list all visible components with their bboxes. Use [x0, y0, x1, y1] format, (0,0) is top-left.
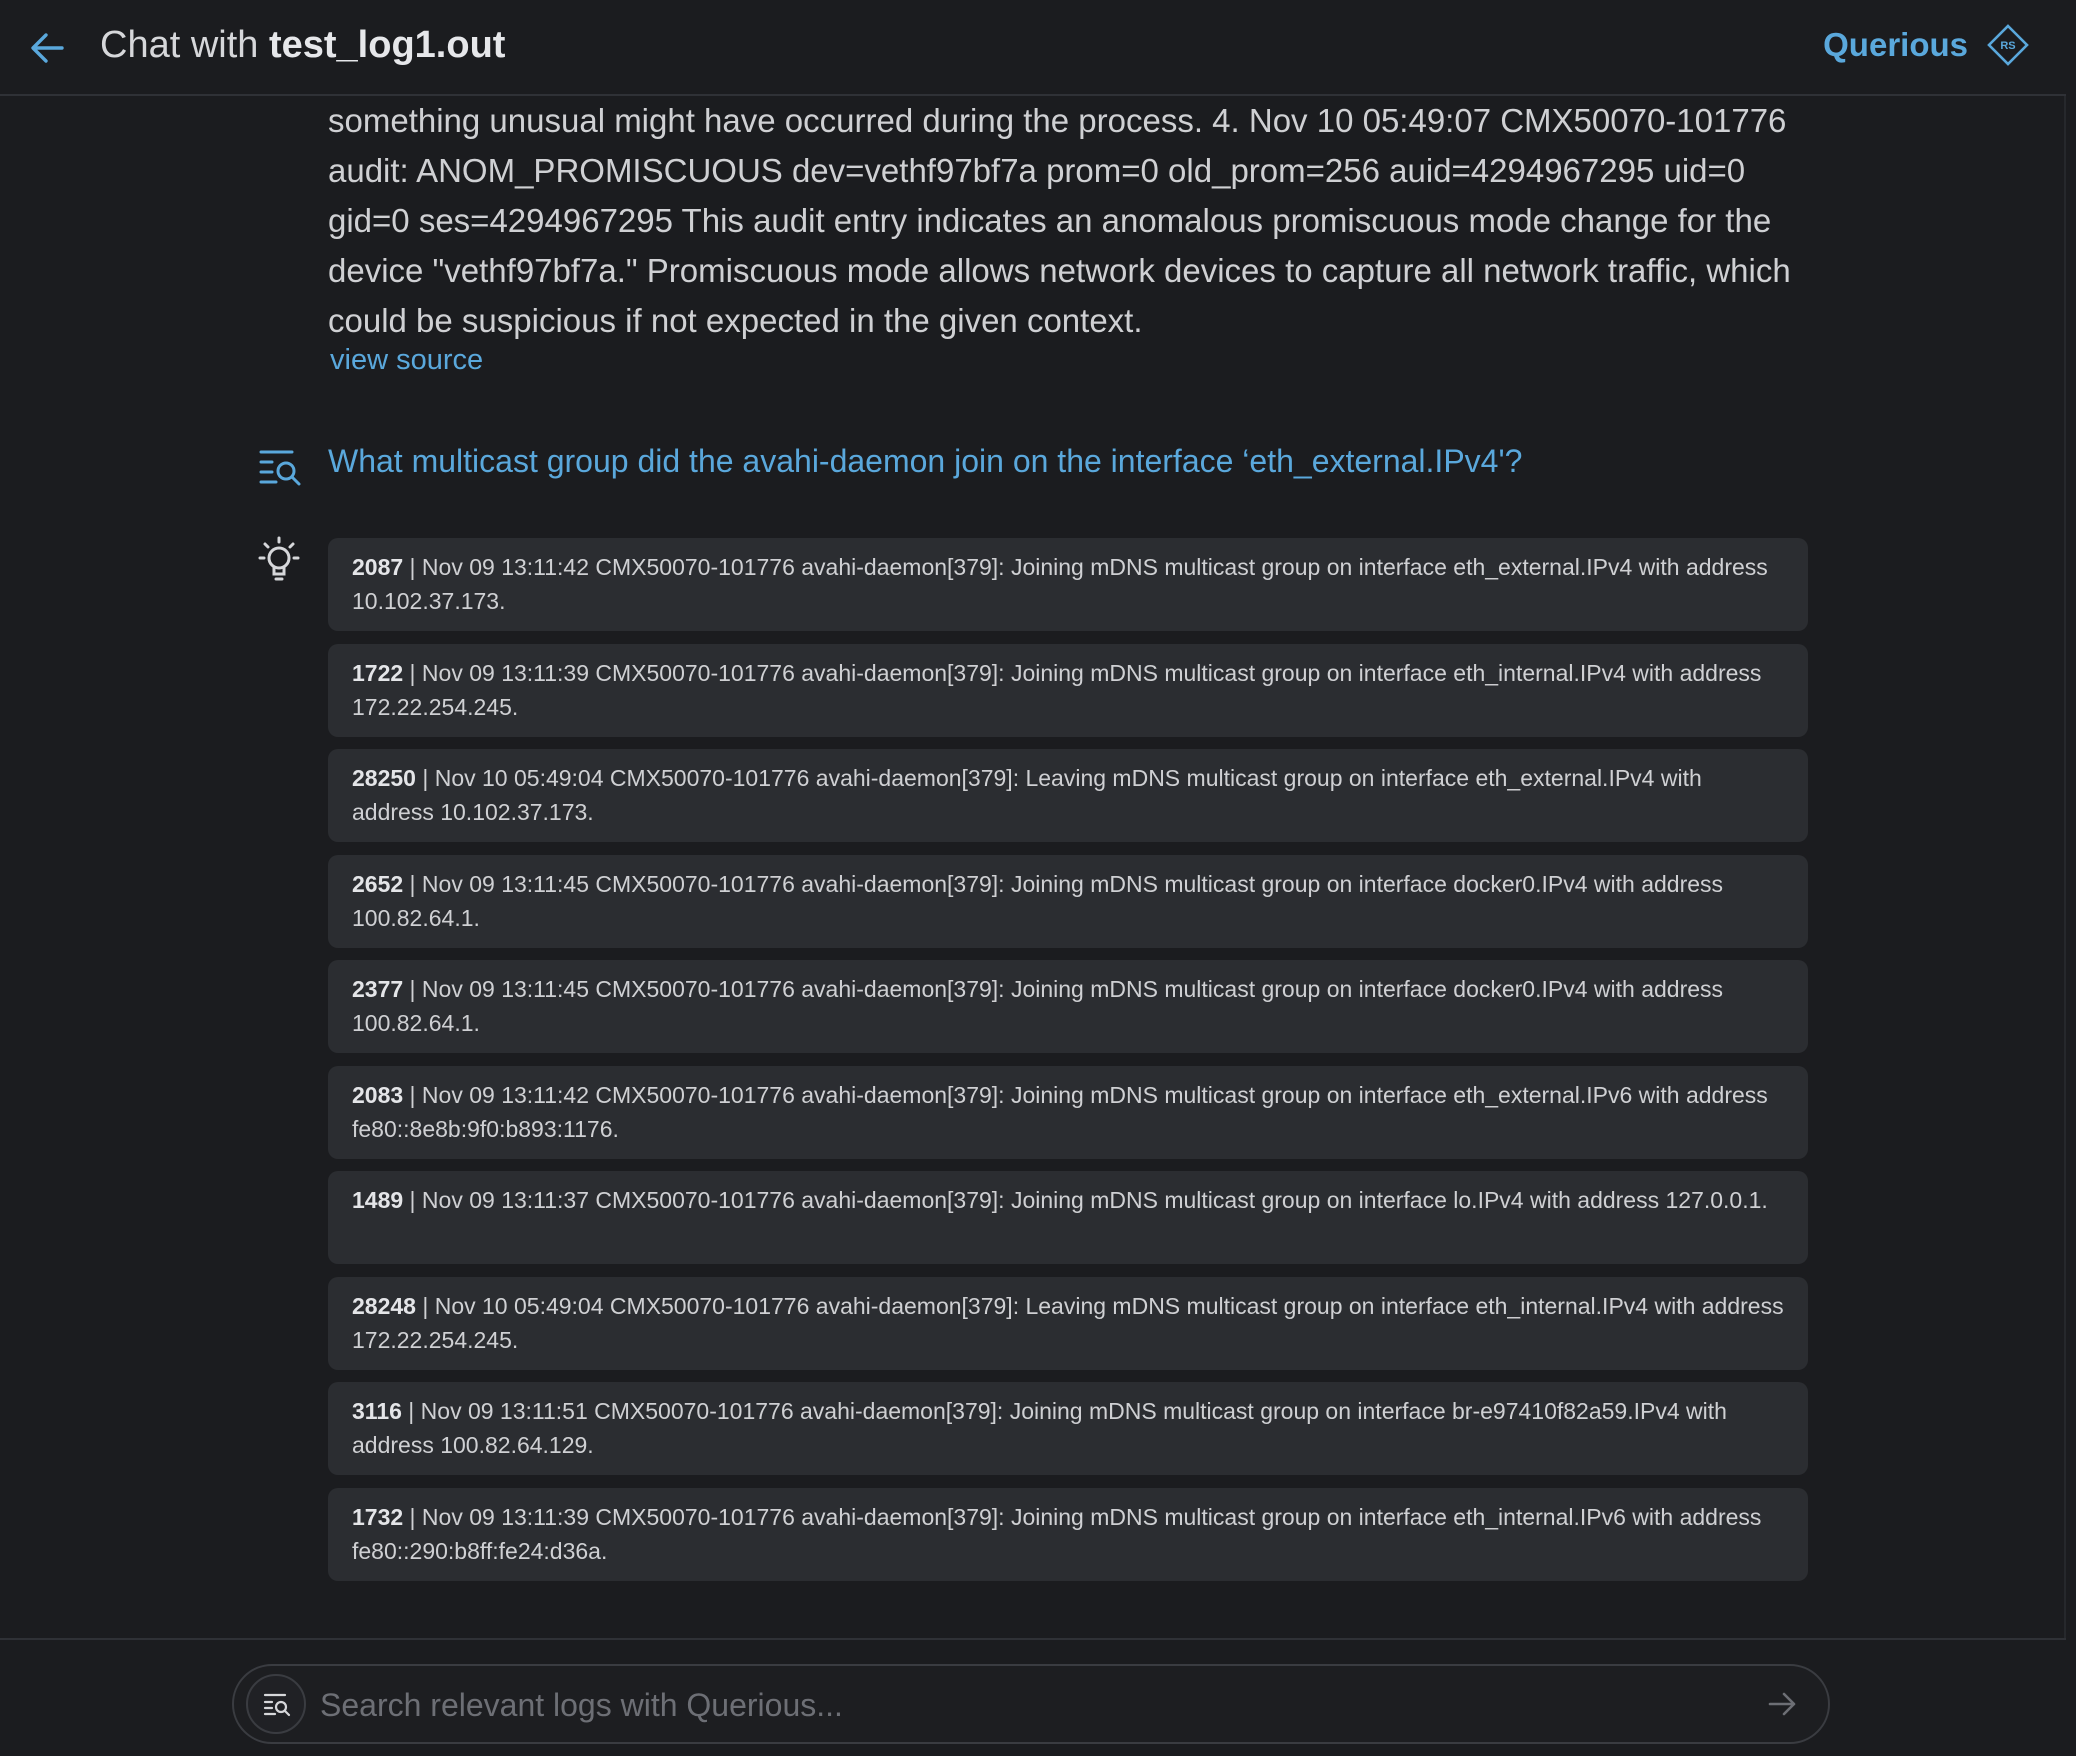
search-input[interactable] — [318, 1674, 1742, 1736]
diamond-logo-icon — [1986, 23, 2030, 67]
log-line-text: | Nov 09 13:11:39 CMX50070-101776 avahi-daemon[379]: Joining mDNS multicast group on interface eth_internal.IPv6 with address fe80::290:b8ff:fe24:d36a. — [352, 1503, 1762, 1564]
log-result-card[interactable] — [328, 1382, 1808, 1475]
search-mode-button[interactable] — [246, 1674, 306, 1734]
chat-header — [0, 0, 2066, 96]
log-line-number: 2087 — [352, 554, 404, 580]
log-line-number: 1722 — [352, 659, 404, 686]
log-line-text: | Nov 09 13:11:37 CMX50070-101776 avahi-daemon[379]: Joining mDNS multicast group on interface lo.IPv4 with address 127.0.0.1. — [403, 1187, 1768, 1213]
search-bar[interactable] — [232, 1664, 1830, 1744]
log-line-number: 28250 — [352, 765, 416, 791]
log-line-number: 2652 — [352, 870, 404, 897]
send-button[interactable] — [1764, 1686, 1800, 1722]
brand[interactable] — [1823, 20, 2030, 70]
page-title — [100, 20, 505, 70]
log-line-text: | Nov 09 13:11:42 CMX50070-101776 avahi-daemon[379]: Joining mDNS multicast group on interface eth_external.IPv4 with address 10.102.37.173. — [352, 554, 1768, 614]
arrow-left-icon — [26, 26, 70, 70]
log-line-text: | Nov 09 13:11:39 CMX50070-101776 avahi-daemon[379]: Joining mDNS multicast group on interface eth_internal.IPv4 with address 172.22.254.245. — [352, 659, 1762, 720]
log-result-card[interactable] — [328, 1277, 1808, 1370]
log-line-text: | Nov 10 05:49:04 CMX50070-101776 avahi-daemon[379]: Leaving mDNS multicast group on interface eth_internal.IPv4 with address 172.22.254.245. — [352, 1292, 1784, 1353]
search-list-icon — [258, 446, 302, 486]
log-line-text: | Nov 09 13:11:51 CMX50070-101776 avahi-daemon[379]: Joining mDNS multicast group on interface br-e97410f82a59.IPv4 with address 100.82.64.129. — [352, 1398, 1727, 1458]
log-result-card[interactable] — [328, 1171, 1808, 1264]
log-line-text: | Nov 09 13:11:45 CMX50070-101776 avahi-daemon[379]: Joining mDNS multicast group on interface docker0.IPv4 with address 100.82.64.1. — [352, 870, 1724, 931]
log-line-number: 1489 — [352, 1187, 404, 1213]
lightbulb-icon — [256, 536, 302, 586]
back-button[interactable] — [26, 26, 70, 70]
view-source-link[interactable]: view source — [330, 344, 484, 376]
arrow-right-icon — [1764, 1686, 1800, 1722]
answer-text: something unusual might have occurred during the process. 4. Nov 10 05:49:07 CMX50070-101776 audit: ANOM_PROMISCUOUS dev=vethf97bf7a prom=0 old_prom=256 auid=4294967295 uid=0 gid=0 ses=4294967295 This audit entry indicates an anomalous promiscuous mode change for the device "vethf97bf7a." Promiscuous mode allows network devices to capture all network traffic, which could be suspicious if not expected in the given context. — [328, 102, 1791, 339]
file-name: test_log1.out — [268, 24, 506, 66]
brand-mark-text: RS — [2000, 40, 2016, 52]
results-list — [328, 538, 1808, 1593]
log-result-card[interactable] — [328, 538, 1808, 631]
log-result-card[interactable] — [328, 644, 1808, 737]
log-result-card[interactable] — [328, 855, 1808, 948]
chat-footer — [0, 1638, 2066, 1756]
log-line-number: 1732 — [352, 1503, 404, 1530]
log-line-number: 28248 — [352, 1292, 416, 1319]
log-result-card[interactable] — [328, 749, 1808, 842]
scrollbar[interactable] — [2064, 96, 2076, 1638]
query-text: What multicast group did the avahi-daemon join on the interface ‘eth_external.IPv4'? — [328, 443, 1523, 479]
log-line-number: 2377 — [352, 976, 404, 1002]
log-line-number: 2083 — [352, 1081, 404, 1108]
log-line-text: | Nov 09 13:11:42 CMX50070-101776 avahi-daemon[379]: Joining mDNS multicast group on interface eth_external.IPv6 with address fe80::8e8b:9f0:b893:1176. — [352, 1081, 1768, 1142]
log-result-card[interactable] — [328, 1066, 1808, 1159]
log-line-number: 3116 — [352, 1398, 402, 1424]
search-list-icon — [248, 1676, 304, 1732]
log-result-card[interactable] — [328, 1488, 1808, 1581]
log-line-text: | Nov 10 05:49:04 CMX50070-101776 avahi-daemon[379]: Leaving mDNS multicast group on interface eth_external.IPv4 with address 10.102.37.173. — [352, 765, 1702, 825]
log-line-text: | Nov 09 13:11:45 CMX50070-101776 avahi-daemon[379]: Joining mDNS multicast group on interface docker0.IPv4 with address 100.82.64.1. — [352, 976, 1724, 1036]
title-prefix: Chat with — [100, 24, 269, 66]
log-result-card[interactable] — [328, 960, 1808, 1053]
brand-name: Querious — [1823, 26, 1968, 63]
chat-content[interactable] — [0, 96, 2066, 1638]
